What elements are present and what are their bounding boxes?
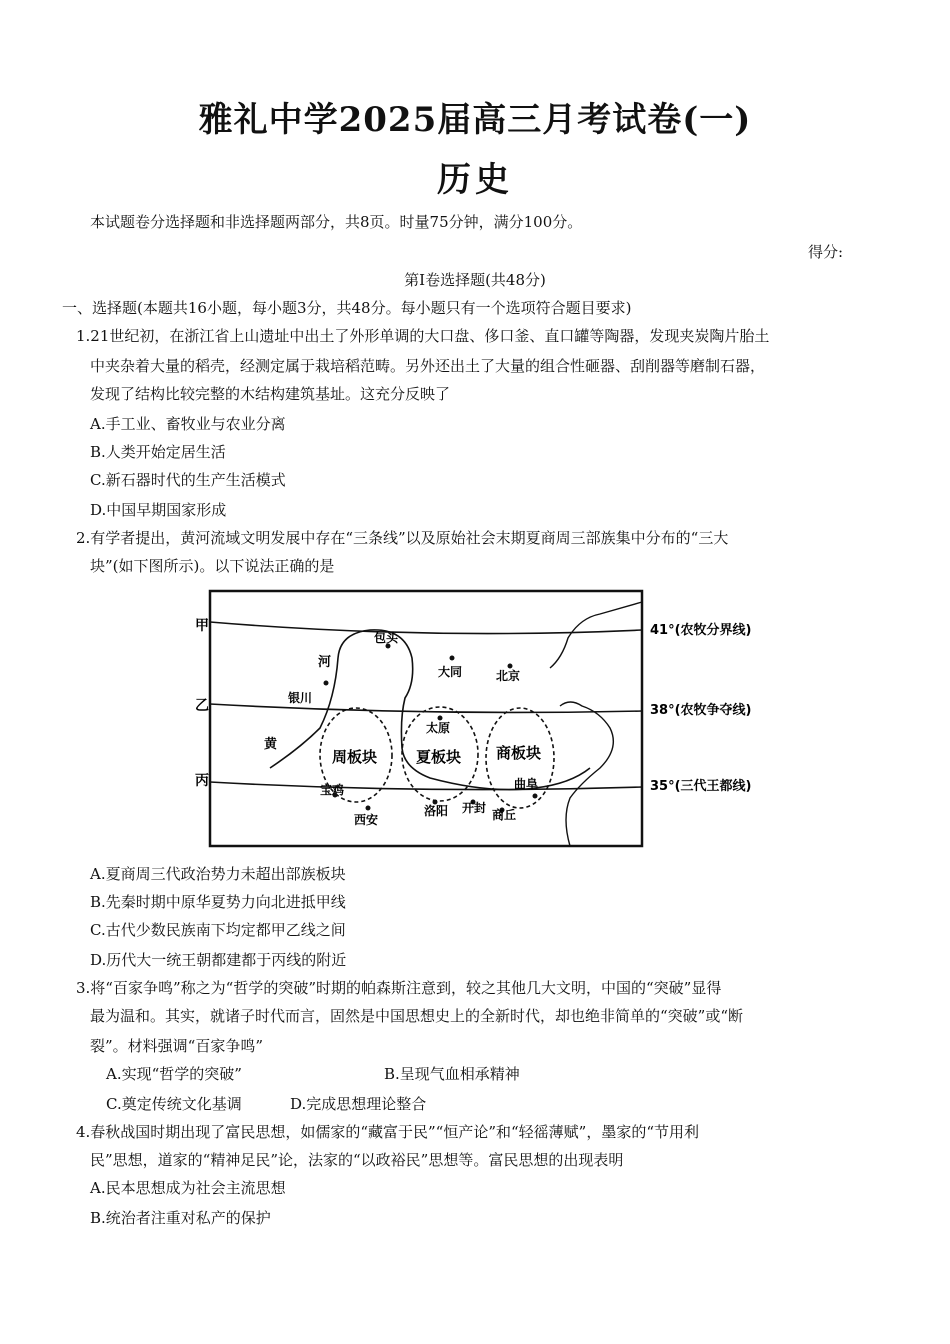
q3-stem-line-2: 最为温和。其实，就诸子时代而言，固然是中国思想史上的全新时代，却也绝非简单的“突破”或“断 <box>90 1007 744 1025</box>
q3-option-a[interactable]: A.实现“哲学的突破” <box>106 1065 242 1083</box>
city-datong: 大同 <box>438 665 463 679</box>
q3-stem-line-3: 裂”。材料强调“百家争鸣” <box>90 1037 264 1055</box>
city-shangqiu: 商丘 <box>492 808 517 822</box>
city-taiyuan: 太原 <box>426 721 451 735</box>
subject-title: 历史 <box>437 160 513 200</box>
city-kaifeng: 开封 <box>462 801 487 815</box>
line-label-jia: 41°(农牧分界线) <box>650 623 752 638</box>
q4-option-b[interactable]: B.统治者注重对私产的保护 <box>90 1209 271 1227</box>
q1-option-b[interactable]: B.人类开始定居生活 <box>90 443 226 461</box>
exam-intro: 本试题卷分选择题和非选择题两部分，共8页。时量75分钟，满分100分。 <box>90 213 583 231</box>
line-code-yi: 乙 <box>195 698 209 714</box>
coastline-north <box>550 602 642 668</box>
q1-option-a[interactable]: A.手工业、畜牧业与农业分离 <box>90 415 286 433</box>
q2-option-d[interactable]: D.历代大一统王朝都建都于丙线的附近 <box>90 951 347 969</box>
q1-stem-line-3: 发现了结构比较完整的木结构建筑基址。这充分反映了 <box>90 385 451 403</box>
city-luoyang: 洛阳 <box>424 804 449 818</box>
q1-option-c[interactable]: C.新石器时代的生产生活模式 <box>90 471 286 489</box>
q2-option-b[interactable]: B.先秦时期中原华夏势力向北进抵甲线 <box>90 893 346 911</box>
city-qufu: 曲阜 <box>514 777 539 791</box>
q2-stem-line-2: 块”(如下图所示)。以下说法正确的是 <box>90 557 335 575</box>
line-code-bing: 丙 <box>195 773 209 789</box>
q3-option-b[interactable]: B.呈现气血相承精神 <box>384 1065 520 1083</box>
block-label-zhou: 周板块 <box>332 748 378 766</box>
line-code-jia: 甲 <box>195 618 209 634</box>
city-beijing: 北京 <box>496 669 521 683</box>
q4-stem-line-2: 民”思想，道家的“精神足民”论，法家的“以政裕民”思想等。富民思想的出现表明 <box>90 1151 624 1169</box>
line-label-yi: 38°(农牧争夺线) <box>650 703 752 718</box>
q3-stem-line-1: 3.将“百家争鸣”称之为“哲学的突破”时期的帕森斯注意到，较之其他几大文明，中国的“突破”显得 <box>76 979 722 997</box>
city-xian: 西安 <box>354 813 379 827</box>
line-label-bing: 35°(三代王都线) <box>650 779 752 794</box>
coastline-east <box>560 702 613 846</box>
river-label-he: 河 <box>318 655 332 670</box>
city-yinchuan: 银川 <box>288 691 313 705</box>
q1-option-d[interactable]: D.中国早期国家形成 <box>90 501 227 519</box>
q2-option-a[interactable]: A.夏商周三代政治势力未超出部族板块 <box>90 865 346 883</box>
yellow-river-map <box>190 588 770 850</box>
q2-option-c[interactable]: C.古代少数民族南下均定都甲乙线之间 <box>90 921 346 939</box>
exam-title: 雅礼中学2025届高三月考试卷(一) <box>198 100 752 140</box>
q1-stem-line-1: 1.21世纪初，在浙江省上山遗址中出土了外形单调的大口盘、侈口釜、直口罐等陶器，发现夹炭陶片胎土 <box>76 327 770 345</box>
q3-option-d[interactable]: D.完成思想理论整合 <box>290 1095 427 1113</box>
section-heading: 一、选择题(本题共16小题，每小题3分，共48分。每小题只有一个选项符合题目要求) <box>62 299 632 317</box>
q2-stem-line-1: 2.有学者提出，黄河流域文明发展中存在“三条线”以及原始社会末期夏商周三部族集中分布的“三大 <box>76 529 729 547</box>
line-yi <box>210 704 642 712</box>
line-jia <box>210 622 642 634</box>
city-baotou: 包头 <box>374 631 399 645</box>
river-label-huang: 黄 <box>264 737 278 752</box>
q4-option-a[interactable]: A.民本思想成为社会主流思想 <box>90 1179 286 1197</box>
city-baoji: 宝鸡 <box>320 783 345 797</box>
q4-stem-line-1: 4.春秋战国时期出现了富民思想，如儒家的“藏富于民”“恒产论”和“轻徭薄赋”，墨家的“节用利 <box>76 1123 699 1141</box>
block-label-xia: 夏板块 <box>416 748 462 766</box>
q3-option-c[interactable]: C.奠定传统文化基调 <box>106 1095 242 1113</box>
part-title: 第Ⅰ卷选择题(共48分) <box>404 271 546 289</box>
score-label: 得分: <box>808 243 844 261</box>
q1-stem-line-2: 中夹杂着大量的稻壳，经测定属于栽培稻范畴。另外还出土了大量的组合性砸器、刮削器等磨制石器， <box>90 357 766 375</box>
block-label-shang: 商板块 <box>496 744 542 762</box>
